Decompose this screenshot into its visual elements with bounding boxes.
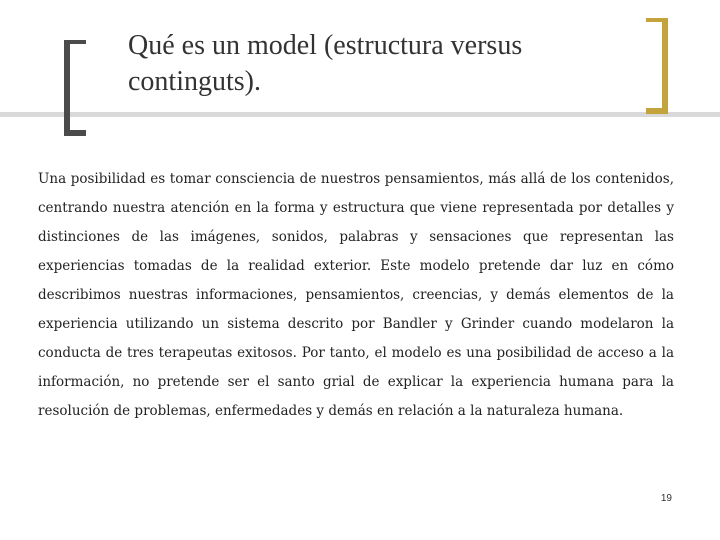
left-bracket-decoration <box>64 40 86 136</box>
slide-title: Qué es un model (estructura versus continguts). <box>128 30 523 97</box>
right-bracket-decoration <box>646 18 668 114</box>
title-underline-band <box>0 112 720 117</box>
slide-body-text: Una posibilidad es tomar consciencia de nuestros pensamientos, más allá de los contenidos, centrando nuestra atención en la forma y estructura que viene representada por detalles y distinciones de las imágenes, sonidos, palabras y sensaciones que representan las experiencias tomadas de la realidad exterior. Este modelo pretende dar luz en cómo describimos nuestras informaciones, pensamientos, creencias, y demás elementos de la experiencia utilizando un sistema descrito por Bandler y Grinder cuando modelaron la conducta de tres terapeutas exitosos. Por tanto, el modelo es una posibilidad de acceso a la información, no pretende ser el santo grial de explicar la experiencia humana para la resolución de problemas, enfermedades y demás en relación a la naturaleza humana. <box>38 171 674 419</box>
page-number: 19 <box>660 493 672 504</box>
